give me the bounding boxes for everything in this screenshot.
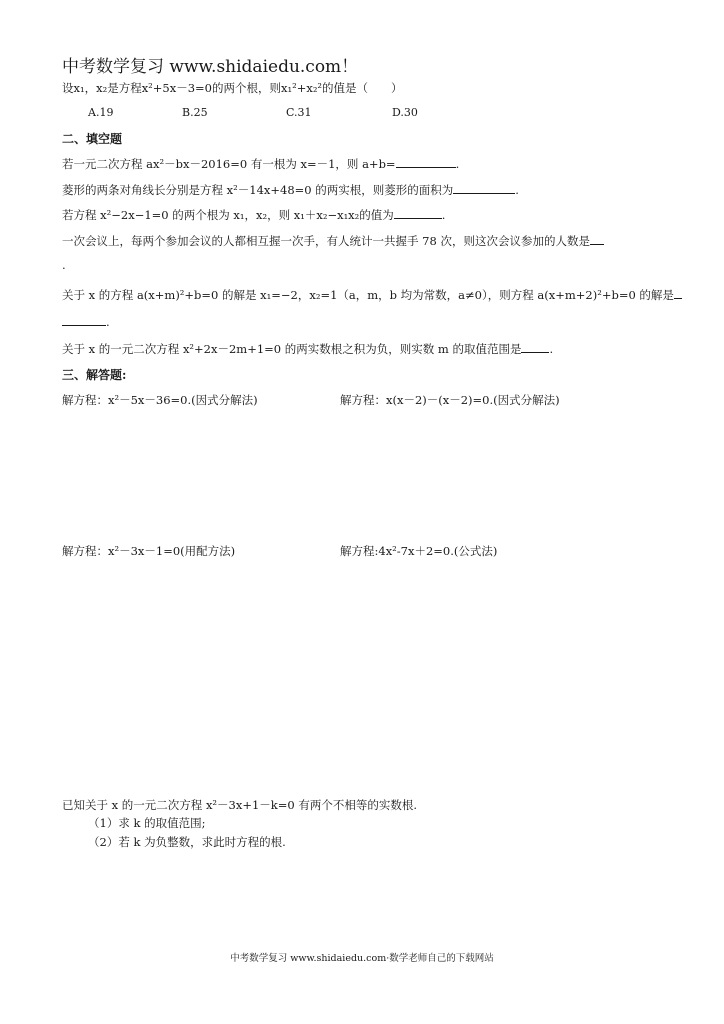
fill-question-3 [62,206,445,223]
answer-blank [394,206,442,219]
fill-question-1-text: 若一元二次方程 ax²－bx－2016=0 有一根为 x=－1，则 a+b= [62,157,396,171]
solve-question-1: 解方程：x²－5x－36=0.(因式分解法) [62,393,258,407]
page-header: 中考数学复习 www.shidaiedu.com！ [62,57,359,77]
fill-question-1-end: . [455,157,460,171]
section-fill-title: 二、填空题 [62,132,123,146]
final-question-stem: 已知关于 x 的一元二次方程 x²－3x+1－k=0 有两个不相等的实数根. [62,798,418,812]
solve-question-3: 解方程：x²－3x－1=0(用配方法) [62,544,236,558]
fill-question-2 [62,181,519,198]
fill-question-3-text: 若方程 x²−2x−1=0 的两个根为 x₁，x₂，则 x₁＋x₂−x₁x₂的值为 [62,208,394,222]
fill-question-5-text: 关于 x 的方程 a(x+m)²+b=0 的解是 x₁=−2，x₂=1（a，m，b 均为常数，a≠0），则方程 a(x+m+2)²+b=0 的解是 [62,288,674,302]
choice-option-b: B.25 [182,106,208,119]
fill-question-4 [62,232,604,249]
answer-blank [62,313,106,326]
answer-blank [674,286,682,299]
choice-option-c: C.31 [286,106,312,119]
fill-question-6 [62,340,553,357]
fill-question-2-end: . [515,183,519,197]
answer-blank [590,232,604,245]
final-question-part-1: （1）求 k 的取值范围; [88,816,206,830]
fill-question-6-end: . [549,342,554,356]
fill-question-3-end: . [441,208,446,222]
fill-question-5-end: . [106,315,110,329]
answer-blank [396,155,456,168]
choice-option-d: D.30 [392,106,418,119]
fill-question-5-continued [62,313,110,329]
fill-question-4-continued: . [62,258,66,272]
choice-question-stem: 设x₁，x₂是方程x²+5x－3=0的两个根，则x₁²+x₂²的值是（ ） [62,81,403,95]
solve-question-2: 解方程：x(x－2)－(x－2)=0.(因式分解法) [340,393,560,407]
choice-option-a: A.19 [88,106,114,119]
fill-question-2-text: 菱形的两条对角线长分别是方程 x²－14x+48=0 的两实根，则菱形的面积为 [62,183,454,197]
fill-question-5 [62,286,682,303]
final-question-part-2: （2）若 k 为负整数，求此时方程的根. [88,835,286,849]
solve-question-4: 解方程:4x²-7x＋2=0.(公式法) [340,544,498,558]
page-footer: 中考数学复习 www.shidaiedu.com·数学老师自己的下载网站 [230,953,494,964]
answer-blank [453,181,515,194]
section-solve-title: 三、解答题: [62,368,127,382]
fill-question-6-text: 关于 x 的一元二次方程 x²+2x－2m+1=0 的两实数根之积为负，则实数 m 的取值范围是 [62,342,522,356]
fill-question-1 [62,155,459,172]
answer-blank [521,340,549,353]
fill-question-4-text: 一次会议上，每两个参加会议的人都相互握一次手，有人统计一共握手 78 次，则这次会议参加的人数是 [62,234,590,248]
